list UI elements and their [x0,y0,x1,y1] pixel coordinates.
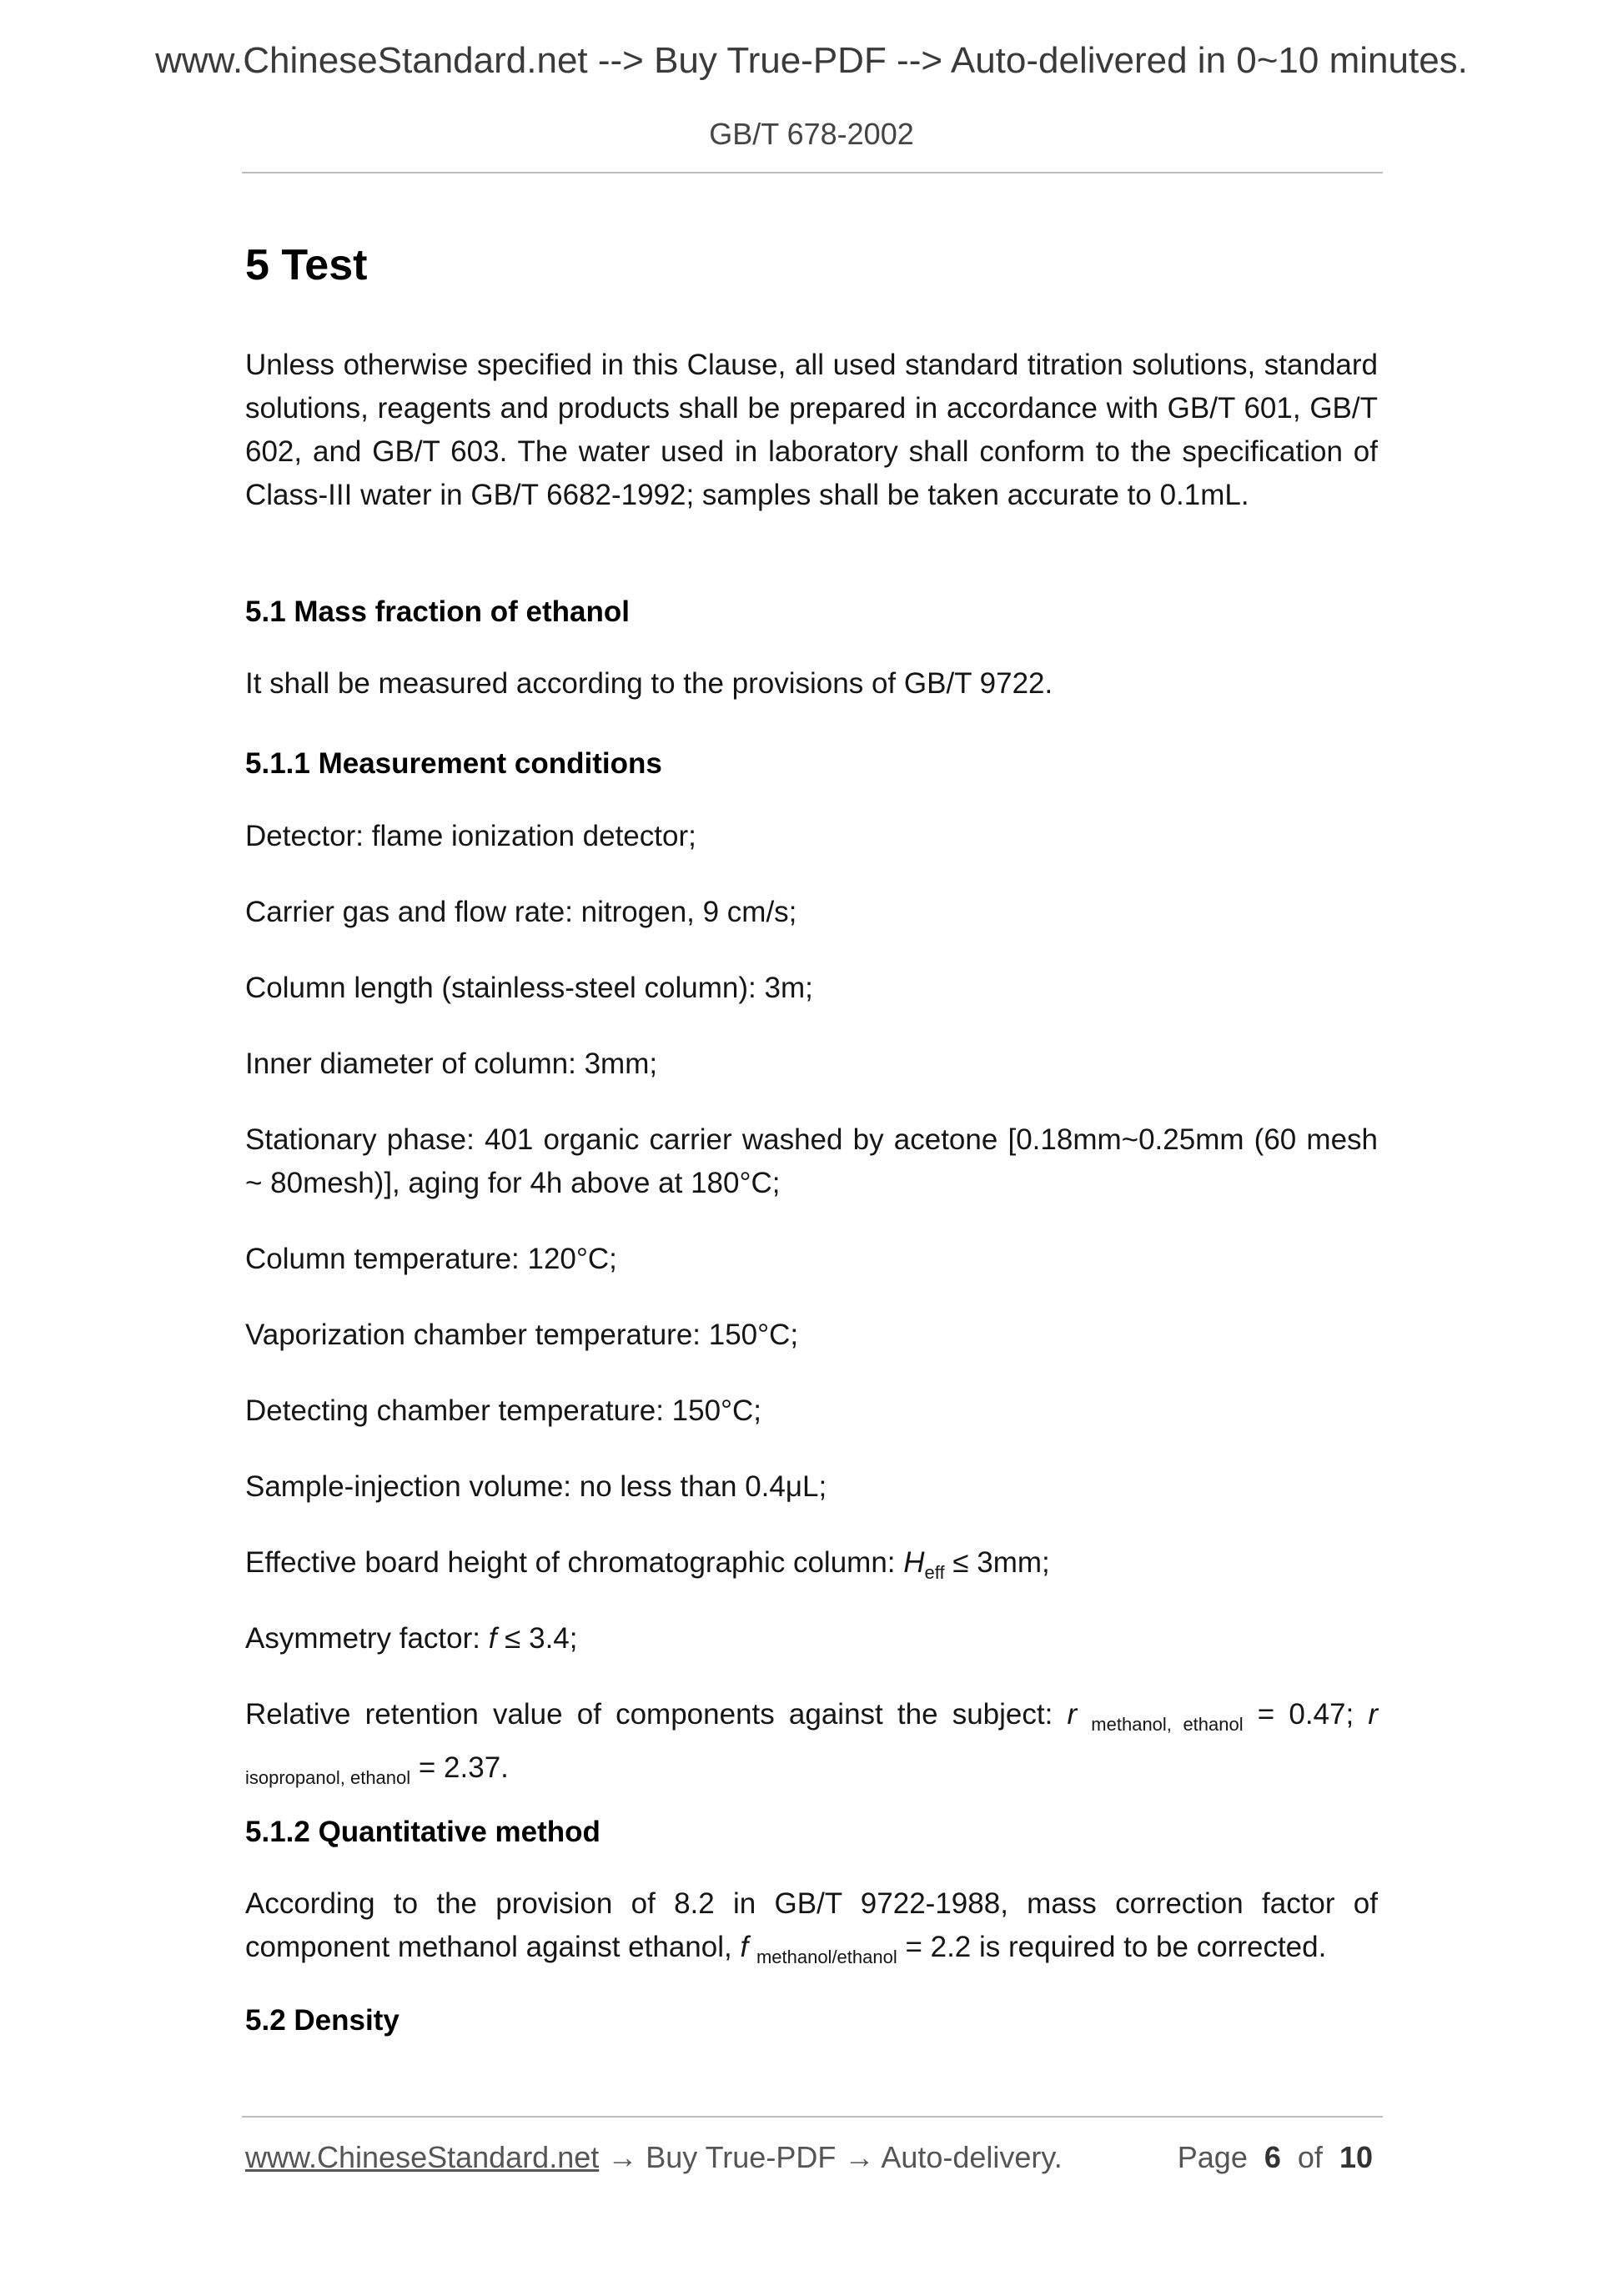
condition-relative-retention [245,1693,1378,1800]
condition-column-length: Column length (stainless-steel column): 3m; [245,972,813,1004]
header-banner: www.ChineseStandard.net --> Buy True-PDF --> Auto-delivered in 0~10 minutes. [155,40,1468,81]
section-5-1-2-text [245,1882,1378,1979]
condition-board-height [245,1541,1378,1595]
condition-inner-diameter: Inner diameter of column: 3mm; [245,1048,658,1080]
page-indicator [1178,2140,1373,2175]
retention-label: Relative retention value of components against the subject: [245,1698,1068,1731]
correction-factor-subscript: methanol/ethanol [756,1947,897,1967]
condition-injection-volume: Sample-injection volume: no less than 0.4μL; [245,1470,827,1503]
section-5-intro: Unless otherwise specified in this Clause, all used standard titration solutions, standard solutions, reagents and products shall be prepared in accordance with GB/T 601, GB/T 602, and GB/T 603. The water used in laboratory shall conform to the specification of Class-III water in GB/T 6682-1992; samples shall be taken accurate to 0.1mL. [245,349,1378,511]
document-number: GB/T 678-2002 [709,117,914,151]
footer-left [245,2140,1063,2175]
retention-symbol-2: r [1368,1698,1378,1731]
board-height-value: ≤ 3mm; [944,1546,1050,1579]
header-divider [242,172,1383,173]
section-5-1-title: 5.1 Mass fraction of ethanol [245,595,630,628]
condition-detector: Detector: flame ionization detector; [245,820,696,852]
board-height-label: Effective board height of chromatographic column: [245,1546,904,1579]
footer-tagline: → Buy True-PDF → Auto-delivery. [599,2140,1063,2174]
total-pages: 10 [1339,2140,1373,2174]
quantitative-text: According to the provision of 8.2 in GB/T 9722-1988, mass correction factor of component methanol against ethanol, [245,1887,1378,1963]
board-height-symbol: H [903,1546,925,1579]
retention-subscript-1: methanol, ethanol [1091,1714,1244,1735]
condition-column-temperature: Column temperature: 120°C; [245,1243,617,1275]
retention-value-2: = 2.37. [410,1751,509,1784]
condition-carrier-gas: Carrier gas and flow rate: nitrogen, 9 cm/s; [245,896,797,928]
section-5-title: 5 Test [245,241,368,289]
condition-asymmetry [245,1617,1378,1660]
section-5-1-2-title: 5.1.2 Quantitative method [245,1816,600,1848]
retention-symbol-1: r [1067,1698,1078,1731]
asymmetry-symbol: f [488,1622,497,1655]
asymmetry-value: ≤ 3.4; [496,1622,578,1655]
footer-divider [242,2116,1383,2118]
correction-factor-symbol: f [740,1931,749,1963]
condition-stationary-phase: Stationary phase: 401 organic carrier washed by acetone [0.18mm~0.25mm (60 mesh ~ 80mesh)], aging for 4h above at 180°C; [245,1123,1378,1199]
retention-subscript-2: isopropanol, ethanol [245,1767,411,1788]
footer-website-link[interactable]: www.ChineseStandard.net [245,2140,600,2174]
asymmetry-label: Asymmetry factor: [245,1622,489,1655]
section-5-1-text: It shall be measured according to the provisions of GB/T 9722. [245,667,1053,700]
section-5-1-1-title: 5.1.1 Measurement conditions [245,747,662,780]
correction-factor-value: = 2.2 is required to be corrected. [897,1931,1327,1963]
board-height-subscript: eff [924,1562,945,1583]
page-number: 6 [1264,2140,1281,2174]
condition-vaporization-temperature: Vaporization chamber temperature: 150°C; [245,1319,799,1351]
of-label: of [1297,2140,1323,2174]
condition-detecting-temperature: Detecting chamber temperature: 150°C; [245,1394,762,1427]
retention-value-1: = 0.47; [1243,1698,1369,1731]
page-label: Page [1177,2140,1248,2174]
section-5-2-title: 5.2 Density [245,2004,399,2037]
